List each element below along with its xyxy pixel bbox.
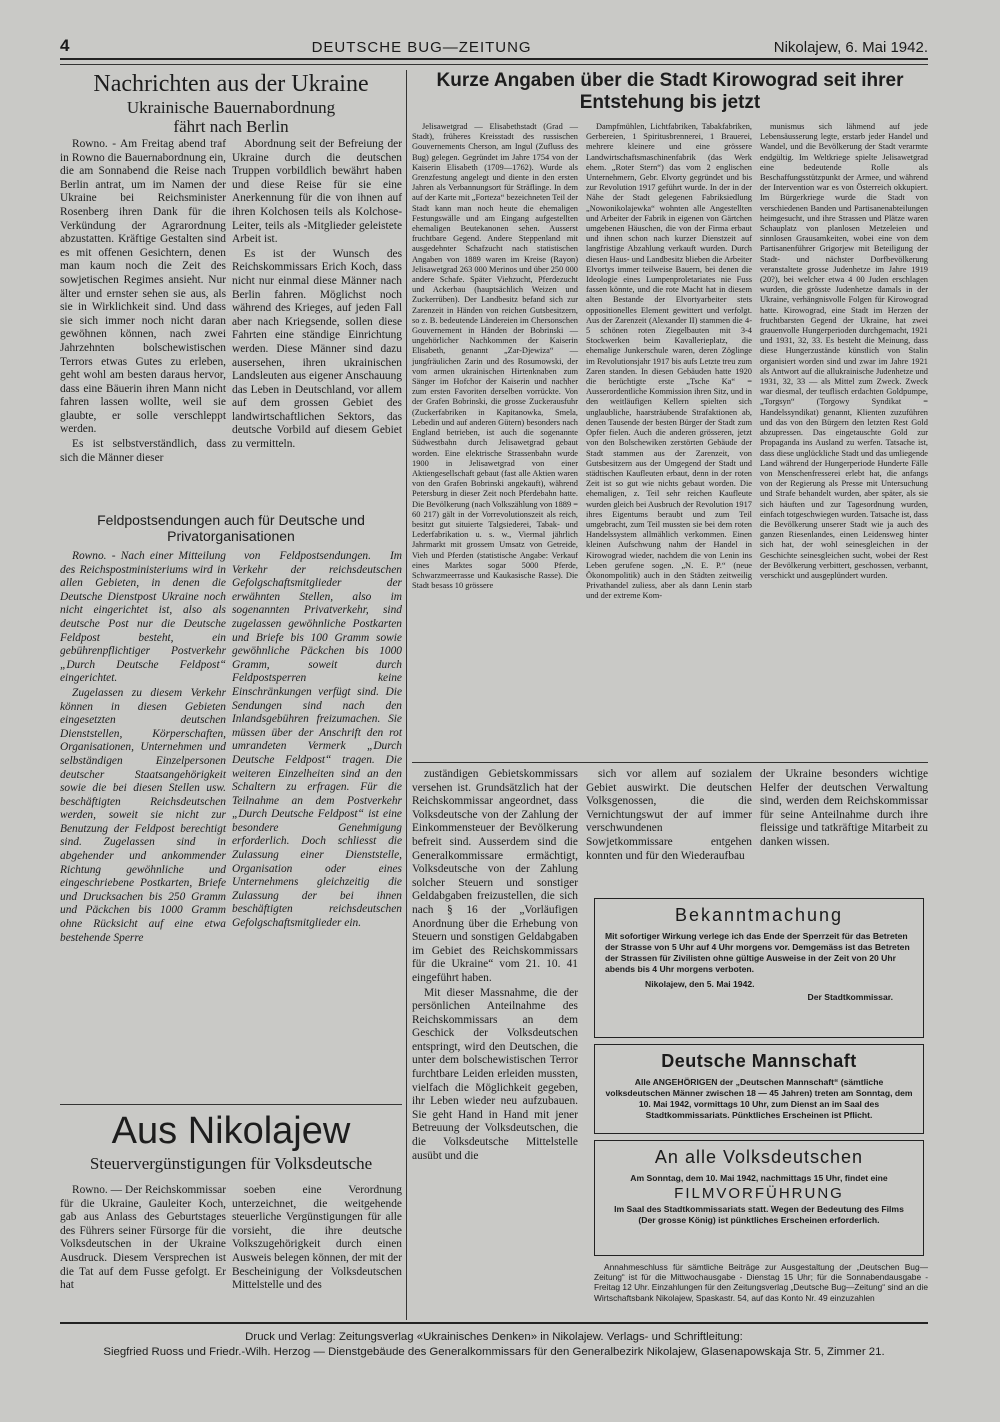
kirowograd-col2 bbox=[586, 122, 752, 758]
paragraph: von Feldpostsendungen. Im Verkehr der reichsdeutschen Gefolgschaftsmitglieder der erwähnten Stellen, also im sogenannten Privatverkehr, sind zugelassen gewöhnliche Postkarten und Briefe bis 100 Gramm sowie gewöhnliche Päckchen bis 1000 Gramm, soweit durch Feldpostsperren keine Einschränkungen verfügt sind. Die Sendungen sind nach den Inlandsgebühren freizumachen. Sie müssen über der Anschrift den rot umrandeten Vermerk „Durch Deutsche Feldpost“ tragen. Die weiteren Einzelheiten sind an den Schaltern zu erfragen. Für die Teilnahme an dem Postverkehr „Durch Deutsche Feldpost“ ist eine besondere Genehmigung erforderlich. Doch schliesst die Zulassung einer Dienststelle, Organisation oder eines Unternehmens gleichzeitig die Zulassung der bei ihnen beschäftigten reichsdeutschen Gefolgschaftsmitglieder ein. bbox=[232, 550, 402, 930]
section-rule bbox=[412, 762, 928, 763]
kirowograd-col3 bbox=[760, 122, 928, 758]
bekanntmachung-title: Bekanntmachung bbox=[674, 905, 844, 925]
nikolajew-col3 bbox=[412, 768, 578, 1318]
mannschaft-body: Alle ANGEHÖRIGEN der „Deutschen Mannschaft“ (sämtliche volksdeutschen Männer zwischen 18 — 45 Jahren) treten am Sonntag, dem 10. Mai 1942, vormittags 10 Uhr, zum Dienst an im Saal des Stadtkommissariats. Pünktliches Erscheinen ist Pflicht. bbox=[605, 1077, 913, 1120]
nachrichten-subtitle: Ukrainische Bauernabordnung fährt nach Berlin bbox=[126, 98, 336, 136]
volksdeutsche-box bbox=[594, 1140, 924, 1256]
issue-date: Nikolajew, 6. Mai 1942. bbox=[773, 39, 928, 56]
kirowograd-title: Kurze Angaben über die Stadt Kirowograd seit ihrer Entstehung bis jetzt bbox=[436, 70, 904, 113]
feldpost-col2 bbox=[232, 550, 402, 930]
imprint-footer bbox=[60, 1322, 928, 1360]
bekanntmachung-body: Mit sofortiger Wirkung verlege ich das Ende der Sperrzeit für das Betreten der Strasse von 5 Uhr auf 4 Uhr morgens vor. Demgemäss ist das Betreten der Strassen für Zivilisten ohne gültige Ausweise in der Zeit von 20 Uhr abends bis 4 Uhr morgens verboten. bbox=[605, 931, 910, 974]
paragraph: Jelisawetgrad — Elisabethstadt (Grad — Stadt), früheres Kreisstadt des russischen Gouvernements Cherson, am Ingul (Zufluss des Bug) gelegen. Gegründet im Jahre 1754 von der Kaiserin Elisabeth (1709—1762). Wurde als Grenzfestung angelegt und diente in den ersten Jahren als Verbannungsort für Sträflinge. In dem auf der Karte mit „Forteza“ bezeichneten Teil der Stadt kann man noch heute die ehemaligen Festungswälle und am Eingang aufgestellten ehemaligen Beutekanonen sehen. Ausserst fruchtbare Gegend. Andere Steppenland mit ausgedehnter Schafzucht nach statistischen Angaben von 1889 waren im Kreise (Rayon) Jelisawetgrad 263 000 Merinos und über 250 000 andere Schafe. Später Viehzucht, Pferdezucht und Ackerbau (hauptsächlich Weizen und Zuckerrüben). Der Landbesitz befand sich zur Zarenzeit in Händen von reichen Gutsbesitzern, so z. B. bedeutende Ländereien im Chersonschen Gouvernement in Händen der Bobrinski — ungehörlicher Nachkommen der Kaiserin Elisabeth, genannt „Zar-Djewiza“ — jungfräulichen Zarin und des Rosumowski, der vom armen ukrainischen Hirtenknaben zum Sänger im Hofchor der Kaiserin und nachher zum ersten Favoriten derselben vorrückte. Von der Grafen Bobrinski, die grosse Zuckerausfuhr (Zuckerfabriken in Kapitanowka, Smela, Lebedin und auf anderen Gütern) besonders nach England betrieben, ist auch die sogenannte Südwestbahn durch Jelisawetgrad gebaut worden. Eine elektrische Strassenbahn wurde 1900 in Jelisawetgrad von einer Aktiengesellschaft gebaut (fast alle Aktien waren von den Grafen Bobrinski angekauft), während Petersburg in dieser Zeit noch Pferdebahn hatte. Die Bevölkerung (nach Volkszählung von 1889 = 60 217) gält in der Vorrevolutionszeit als reich, besitzt gut situierte Talgsiederei, Tabak- und Lederfabrikation u. s. w., Viermal jährlich Jahrmarkt mit grossem Umsatz von Getreide, Vieh und Pferden (statistische Angabe: Verkauf eines Marktes sogar 5000 Pferde, Schwarzmeerrasse und Kaukasische Rasse). Die Stadt besass 10 grössere bbox=[412, 122, 578, 591]
paragraph: Rowno. - Am Freitag abend traf in Rowno die Bauernabordnung ein, die am Sonnabend die Reise nach Berlin antrat, um im Namen der Ukraine bei Reichsminister Rosenberg ihren Dank für die Verkündung der Agrarordnung abzustatten. Kräftige Gestalten sind es mit offenen Gesichtern, denen man kaum noch die Zeit des sowjetischen Regimes ansieht. Nur älter und ernster sehen sie aus, als sie in Wirklichkeit sind. Und dass sie sich immer noch nicht daran gewöhnen können, nach zwei Jahrzehnten bolschewistischen Terrors etwas Gutes zu erleben, geht wohl am besten daraus hervor, dass eine Bäuerin ihren Mann nicht fahren lassen wollte, weil sie glaubte, er solle verschleppt werden. bbox=[60, 138, 226, 436]
paragraph: Rowno. - Nach einer Mitteilung des Reichspostministeriums wird in allen Gebieten, in denen die Deutsche Dienstpost Ukraine noch nicht eingerichtet ist, also als deutsche Post nur die Deutsche Feldpost besteht, ein gebührenpflichtiger Postverkehr „Durch Deutsche Feldpost“ eingerichtet. bbox=[60, 550, 226, 685]
bekanntmachung-date: Nikolajew, den 5. Mai 1942. bbox=[645, 979, 755, 989]
volksdeutsche-title: An alle Volksdeutschen bbox=[654, 1147, 864, 1167]
kirowograd-col1 bbox=[412, 122, 578, 758]
column-rule bbox=[406, 70, 407, 1320]
nachrichten-title: Nachrichten aus der Ukraine bbox=[93, 71, 369, 97]
feldpost-title: Feldpostsendungen auch für Deutsche und Privatorganisationen bbox=[97, 512, 365, 544]
nikolajew-title: Aus Nikolajew bbox=[111, 1110, 351, 1152]
paragraph: sich vor allem auf sozialem Gebiet auswirkt. Die deutschen Volksgenossen, die die Vernichtungswut der auf immer verschwundenen Sowjetkommissare entgehen konnten und für den Wiederaufbau bbox=[586, 768, 752, 862]
imprint-line1: Druck und Verlag: Zeitungsverlag «Ukrainisches Denken» in Nikolajew. Verlags- und Schriftleitung: bbox=[245, 1331, 743, 1343]
nikolajew-col5 bbox=[760, 768, 928, 882]
nikolajew-heading bbox=[60, 1108, 402, 1180]
nikolajew-col4 bbox=[586, 768, 752, 882]
page-number: 4 bbox=[60, 36, 70, 55]
paragraph: soeben eine Verordnung unterzeichnet, die weitgehende steuerliche Vergünstigungen für alle vorsieht, die ihre deutsche Volkszugehörigkeit durch einen Ausweis belegen können, der mit der Bescheinigung der Volksdeutschen Mittelstelle und des bbox=[232, 1184, 402, 1292]
paragraph: munismus sich lähmend auf jede Lebensäusserung legte, erstarb jeder Handel und Wandel, und die Bevölkerung der Stadt verarmte endgültig. Im Weltkriege spielte Jelisawetgrad eine bedeutende Rolle als Beschaffungsstützpunkt der Armee, und während der Intervention war es von Österreich okkupiert. Im Bürgerkriege wurde die Stadt von verschiedenen Banden und Partisanenabteilungen heimgesucht, und ihre Strassen und Plätze waren Schauplatz von planlosen Metzeleien und sinnlosen Grausamkeiten, wobei eine von dem Partisanenführer Grigorjew mit Beteiligung der Stadt- und nächster Dorfbevölkerung veranstaltete grosse Judenhetze im Jahre 1919 (20?), bei welcher etwa 4 00 Juden erschlagen wurden, die grösste Judenhetze damals in der Ukraine, verhängnisvolle Folgen für Kirowograd hatte. Kirowograd, eine Stadt im Herzen der fruchtbarsten Gegend der Ukraine, hat zwei grauenvolle Hungerperioden durchgemacht, 1921 und 1931, 32, 33. Es besteht die Meinung, dass diese Hungerzustände künstlich von Stalin organisiert worden sind und zwar im Jahre 1921 als Antwort auf die allukrainische Judenhetze und 1931, 32, 33 — als Mittel zum Zweck. Zweck war diesmal, der teuflisch erdachten Goldpumpe, „Torgsyn“ (Torgowy Syndikat = Handelssyndikat) genannt, Klienten zuzuführen und das von den Bürgern den letzten Rest Gold abzupressen. Das eingetauschte Gold zur Propaganda ins Ausland zu werfen. Tatsache ist, dass diese unglückliche Stadt und das umliegende Land während der Hungerperiode Hunderte Fälle von Menschenfresserei erlebt hat, die anfangs von der Regierung als Presse mit Untersuchung und Strafe behandelt wurden, aber später, als sie sich häuften und zur Tagesordnung wurden, einfach totgeschwiegen wurden. Tatsache ist, dass die Bevölkerung unserer Stadt wie ja auch des ganzen Riesenlandes, einen Leidensweg hinter sich hat, der wohl seinesgleichen in der Geschichte seinesgleichen sucht, wobei der Rest der Bevölkerung verbittert, geschossen, verbannt, verschickt und ausgeplündert wurden. bbox=[760, 122, 928, 580]
nikolajew-subtitle: Steuervergünstigungen für Volksdeutsche bbox=[89, 1154, 373, 1173]
masthead bbox=[60, 30, 928, 60]
mannschaft-box bbox=[594, 1044, 924, 1134]
volksdeutsche-line1: Am Sonntag, dem 10. Mai 1942, nachmittags 15 Uhr, findet eine bbox=[630, 1173, 888, 1183]
paragraph: Dampfmühlen, Lichtfabriken, Tabakfabriken, Gerbereien, 1 Spiritusbrennerei, 1 Brauerei, mehrere kleinere und eine grössere Landwirtschaftsmaschinenfabrik (das Werk ehem. „Roter Stern“) das vom 2 englischen Unternehmern, Gebr. Elvorty gegründet und bis zur Revolution 1917 geführt wurde. In der in der Nähe der Stadt gelegenen Fabriksiedlung „Nowonikolajewka“ wohnten alle Angestellten und Arbeiter der Fabrik in eigenen von Gärtchen umgebenen Häuschen, die von der Firma erbaut und ihnen schon nach kurzer Dienstzeit auf langfristige Abzahlung verkauft wurden. Durch diesen Haus- und Landbesitz blieben die Arbeiter Elvortys immer teilweise Bauern, bei denen die Ideologie eines Lumpenproletariates nie Fuss fassen könnte, und die rote Macht hat in diesem alten Bestande der Elvortyarbeiter stets oppositionelles Element gewittert und verfolgt. Aus der Zarenzeit (Alexander II) stammen die 4-5 schönen roten Ziegelbauten mit 3-4 Stockwerken beim Kavallerieplatz, die ehemalige Junkerschule waren, deren Zöglinge im Revolutionsjahr 1917 bis aufs Letzte treu zum Zaren standen. In diesen Gebäuden hatte 1920 die berüchtigte erste „Tsche Ka“ = Ausserordentliche Kommission ihren Sitz, und in den weitläufigen Kellern spielten sich unglaubliche, haarsträubende Strafaktionen ab, denen Tausende der besten Bürger der Stadt zum Opfer fielen. Auch die anderen grösseren, jetzt von den Bolschewiken zerstörten Gebäude der Stadt stammen aus der Zarenzeit, von Gutsbesitzern aus der Umgegend der Stadt und städtischen Kaufleuten erbaut, denn in der roten Zeit ist so gut wie nichts gebaut worden. Die ehemaligen, z. Teil sehr reichen Kaufleute wurden gleich bei Ausbruch der Revolution 1917 ihres Eigentums beraubt und zum Teil umgebracht, zum Teil mussten sie bei dem roten Handelssystem allmählich verkommen. Einen kleinen Aufschwung nahm der Handel in Kirowograd wieder, nachdem die von Lenin ins Leben gerufene sogen. „N. E. P.“ (neue Ökonompolitik) auch in den Städten zeitweilig Privathandel zuliess, aber als dann Lenin starb und der extreme Kom- bbox=[586, 122, 752, 601]
feldpost-heading bbox=[60, 512, 402, 546]
paragraph: Annahmeschluss für sämtliche Beiträge zur Ausgestaltung der „Deutschen Bug—Zeitung“ ist für die Mittwochausgabe - Dienstag 15 Uhr; für die Sonnabendausgabe - Freitag 12 Uhr. Einzahlungen für den Zeitungsverlag „Deutsche Bug—Zeitung“ sind an die Wirtschaftsbank Nikolajew, Spaskastr. 54, auf das Konto Nr. 49 einzuzahlen bbox=[594, 1262, 928, 1303]
paragraph: zuständigen Gebietskommissars versehen ist. Grundsätzlich hat der Reichskommissar angeordnet, dass Volksdeutsche von der Zahlung der Einkommensteuer der Bevölkerung befreit sind. Ausserdem sind die Generalkommissare ermächtigt, Volksdeutsche von der Zahlung solcher Steuern und sonstiger Geldabgaben freizustellen, die sich nach § 16 der „Vorläufigen Anordnung über die Erhebung von Steuern und sonstigen Geldabgaben im Gebiet des Reichskommissars für die Ukraine“ vom 21. 10. 41 eingeführt haben. bbox=[412, 768, 578, 984]
paragraph: Rowno. — Der Reichskommissar für die Ukraine, Gauleiter Koch, gab aus Anlass des Geburtstages des Führers seiner Fürsorge für die Volksdeutschen in der Ukraine Ausdruck. Diesem Versprechen ist die Tat auf dem Fusse gefolgt. Er hat bbox=[60, 1184, 226, 1292]
nachrichten-heading bbox=[60, 70, 402, 134]
paragraph: Abordnung seit der Befreiung der Ukraine durch die deutschen Truppen vorbildlich bewährt haben und diese Reise für sie eine Anerkennung für die von ihnen auf ihren Kolchosen teils als Kolchose-Leiter, teils als -Mitglieder geleistete Arbeit ist. bbox=[232, 138, 402, 246]
annahme-notice bbox=[594, 1262, 928, 1318]
feldpost-col1 bbox=[60, 550, 226, 944]
nachrichten-col1 bbox=[60, 138, 226, 500]
masthead-rule bbox=[60, 64, 928, 65]
imprint-line2: Siegfried Ruoss und Friedr.-Wilh. Herzog — Dienstgebäude des Generalkommissars für den Generalbezirk Nikolajew, Glasenapowskaja Str. 5, Zimmer 21. bbox=[103, 1346, 885, 1358]
nikolajew-col1 bbox=[60, 1184, 226, 1316]
paragraph: Zugelassen zu diesem Verkehr können in diesen Gebieten eingesetzten deutschen Dienststellen, Körperschaften, Organisationen, Unternehmen und selbständigen Einzelpersonen deutscher Staatsangehörigkeit sowie die bei diesen Stellen usw. beschäftigten Reichsdeutschen werden, soweit sie nicht zur Benutzung der Feldpost berechtigt sind. Zugelassen sind in abgehender und ankommender Richtung gewöhnliche und eingeschriebene Postkarten, Briefe und Drucksachen bis 250 Gramm und Päckchen bis 1000 Gramm ohne Rücksicht auf eine etwa bestehende Sperre bbox=[60, 686, 226, 944]
kirowograd-heading bbox=[412, 70, 928, 118]
paragraph: Es ist selbstverständlich, dass sich die Männer dieser bbox=[60, 438, 226, 464]
nachrichten-col2 bbox=[232, 138, 402, 500]
newspaper-name: DEUTSCHE BUG—ZEITUNG bbox=[311, 39, 532, 56]
section-rule bbox=[60, 1104, 402, 1105]
paragraph: Mit dieser Massnahme, die der persönlichen Anteilnahme des Reichskommissars an dem Geschick der Volksdeutschen entspringt, wird den Deutschen, die unter dem bolschewistischen Terror furchtbare Leiden erleiden mussten, vielfach die Möglichkeit gegeben, ihr Leben wieder neu aufzubauen. Sie geht Hand in Hand mit jener Betreuung der Volksdeutschen, die die Volksdeutsche Mittelstelle ausübt und die bbox=[412, 986, 578, 1162]
mannschaft-title: Deutsche Mannschaft bbox=[661, 1051, 857, 1071]
volksdeutsche-line2: Im Saal des Stadtkommissariats statt. Wegen der Bedeutung des Films (Der grosse König) ist pünktliches Erscheinen erforderlich. bbox=[614, 1204, 904, 1225]
paragraph: der Ukraine besonders wichtige Helfer der deutschen Verwaltung sind, werden dem Reichskommissar für seine Anteilnahme durch ihre fleissige und tatkräftige Mitarbeit zu danken wissen. bbox=[760, 768, 928, 848]
bekanntmachung-box bbox=[594, 898, 924, 1038]
nikolajew-col2 bbox=[232, 1184, 402, 1316]
paragraph: Es ist der Wunsch des Reichskommissars Erich Koch, dass nicht nur einmal diese Männer nach Berlin fahren. Möglichst noch während des Krieges, auf jeden Fall aber nach Kriegsende, sollen diese Fahrten eine ständige Einrichtung werden. Diese Männer sind dazu ausersehen, ihren ukrainischen Landsleuten aus eigener Anschauung das Leben in Deutschland, vor allem auf dem grossen Gebiet des landwirtschaftlichen Sektors, das deutsche Vorbild auf diesem Gebiet zu vermitteln. bbox=[232, 247, 402, 451]
film-announcement: FILMVORFÜHRUNG bbox=[674, 1185, 844, 1202]
bekanntmachung-sign: Der Stadtkommissar. bbox=[807, 992, 893, 1002]
